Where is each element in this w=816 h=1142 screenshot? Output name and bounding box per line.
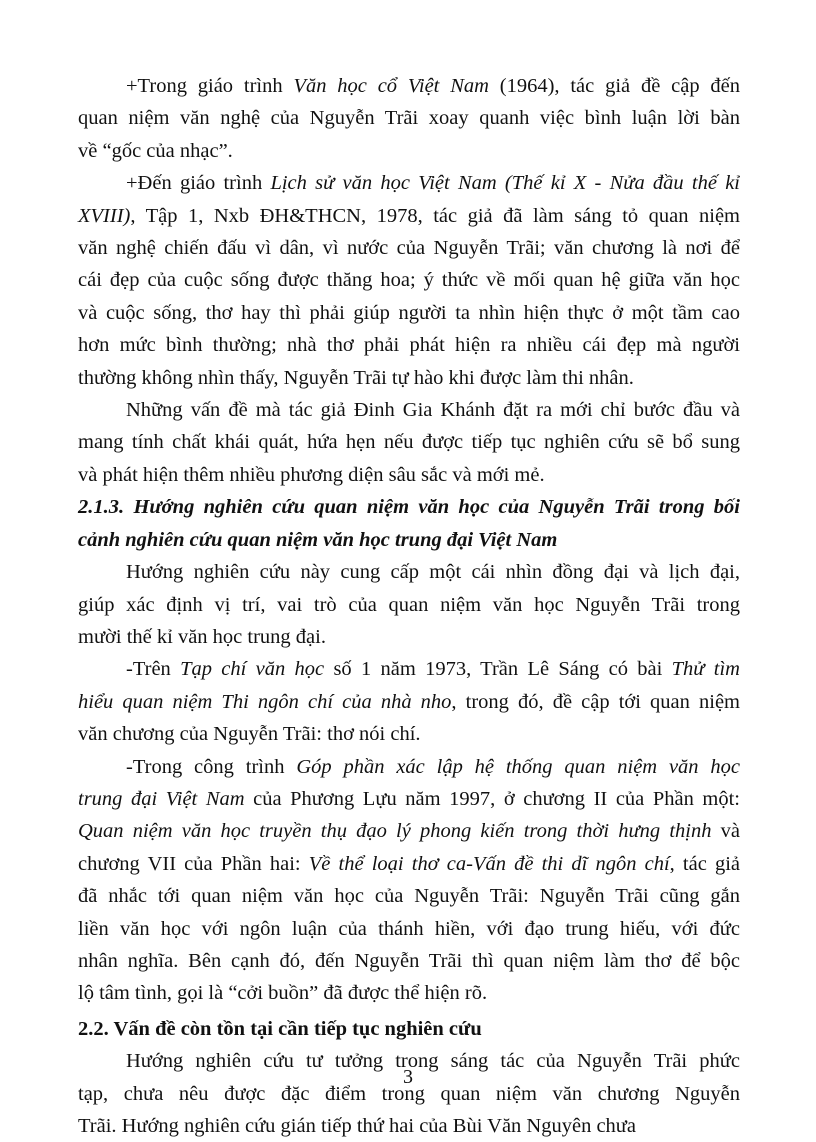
text-run: chương VII của Phần hai: [78,852,309,875]
intro-paragraphs [78,70,740,491]
text-line [78,977,740,1009]
text-line [78,945,740,977]
text-run: Hướng nghiên cứu này cung cấp một cái nhìn đồng đại và lịch đại, [126,561,740,584]
text-run: đã nhắc tới quan niệm văn học của Nguyễn Trãi: Nguyễn Trãi cũng gắn [78,885,740,908]
heading-line: 2.1.3. Hướng nghiên cứu quan niệm văn học của Nguyễn Trãi trong bối [78,496,740,519]
text-line [78,783,740,815]
text-run: tạp, chưa nêu được đặc điểm trong quan niệm văn chương Nguyễn [78,1082,740,1105]
text-line [78,556,740,588]
italic-title-run: Văn học cổ Việt Nam [293,75,489,97]
italic-title-run: Về thể loại thơ ca-Vấn đề thi dĩ ngôn chí [308,852,670,875]
paragraph [78,556,740,653]
document-page [78,70,740,1142]
text-run: và phát hiện thêm nhiều phương diện sâu sắc và mới mẻ. [78,463,545,486]
text-run: về “gốc của nhạc”. [78,139,233,162]
text-line [78,362,740,394]
text-line [78,264,740,296]
text-run: thường không nhìn thấy, Nguyễn Trãi tự hào khi được làm thi nhân. [78,366,634,389]
section-2-2-paragraphs [78,1045,740,1142]
text-line [78,653,740,685]
text-line [78,329,740,361]
text-run: hơn mức bình thường; nhà thơ phải phát hiện ra nhiều cái đẹp mà người [78,334,740,357]
heading-line: cảnh nghiên cứu quan niệm văn học trung đại Việt Nam [78,528,558,551]
italic-title-run: Tạp chí văn học [180,658,325,681]
text-line [78,459,740,491]
heading-2-1-3 [78,491,740,556]
text-run: mang tính chất khái quát, hứa hẹn nếu được tiếp tục nghiên cứu sẽ bổ sung [78,431,740,454]
text-line [78,394,740,426]
paragraph [78,70,740,167]
italic-title-run: hiểu quan niệm Thi ngôn chí của nhà nho [78,690,452,713]
text-run: +Đến giáo trình [126,172,271,195]
italic-title-run: Lịch sử văn học Việt Nam (Thế kỉ X - Nửa đầu thế kỉ [270,172,740,195]
text-line [78,880,740,912]
text-line [78,200,740,232]
paragraph [78,167,740,394]
text-run: lộ tâm tình, gọi là “cởi buồn” đã được thể hiện rõ. [78,982,488,1005]
text-line [78,102,740,134]
heading-text: 2.2. Vấn đề còn tồn tại cần tiếp tục nghiên cứu [78,1017,482,1040]
section-2-1-3-paragraphs [78,556,740,1010]
text-line [78,1110,740,1142]
text-run: , trong đó, đề cập tới quan niệm [451,690,740,713]
text-run: (1964), tác giả đề cập đến [488,75,740,97]
text-run: văn chương của Nguyễn Trãi: thơ nói chí. [78,723,421,746]
text-run: giúp xác định vị trí, vai trò của quan niệm văn học Nguyễn Trãi trong [78,593,740,616]
text-run: , tác giả [669,852,740,875]
italic-title-run: trung đại Việt Nam [78,787,245,810]
page-number: 3 [403,1066,413,1088]
italic-title-run: Quan niệm văn học truyền thụ đạo lý phong kiến trong thời hưng thịnh [78,820,712,843]
text-run: của Phương Lựu năm 1997, ở chương II của Phần một: [244,787,740,810]
text-run: cái đẹp của cuộc sống được thăng hoa; ý thức về mối quan hệ giữa văn học [78,269,740,292]
paragraph [78,751,740,1010]
text-line [78,426,740,458]
text-run: văn nghệ chiến đấu vì dân, vì nước của Nguyễn Trãi; văn chương là nơi để [78,237,740,260]
paragraph [78,653,740,750]
heading-2-2 [78,1013,740,1045]
text-line [78,167,740,199]
text-line [78,815,740,847]
text-line [78,686,740,718]
paragraph [78,394,740,491]
italic-title-run: Thử tìm [671,658,740,681]
text-run: mười thế kỉ văn học trung đại. [78,625,326,648]
text-run: nhân nghĩa. Bên cạnh đó, đến Nguyễn Trãi thì quan niệm làm thơ để bộc [78,949,740,972]
text-run: quan niệm văn nghệ của Nguyễn Trãi xoay quanh việc bình luận lời bàn [78,107,740,130]
text-run: +Trong giáo trình [126,75,294,97]
text-line [78,589,740,621]
text-line [78,621,740,653]
text-line [78,718,740,750]
text-line [78,135,740,167]
text-run: -Trên [126,658,181,681]
text-line [78,848,740,880]
italic-title-run: Góp phần xác lập hệ thống quan niệm văn học [296,755,740,778]
italic-title-run: XVIII) [78,204,131,227]
text-line [78,297,740,329]
text-run: số 1 năm 1973, Trần Lê Sáng có bài [324,658,672,681]
text-run: Những vấn đề mà tác giả Đinh Gia Khánh đặt ra mới chỉ bước đầu và [126,399,740,422]
text-line [78,913,740,945]
paragraph [78,1045,740,1142]
text-run: Hướng nghiên cứu tư tưởng trong sáng tác của Nguyễn Trãi phức [126,1050,740,1073]
text-line [78,751,740,783]
text-run: Trãi. Hướng nghiên cứu gián tiếp thứ hai của Bùi Văn Nguyên chưa [78,1115,637,1137]
text-run: -Trong công trình [126,755,297,778]
text-line [78,232,740,264]
text-run: liền văn học với ngôn luận của thánh hiền, với đạo trung hiếu, với đức [78,917,740,940]
text-run: và [711,820,740,843]
text-run: , Tập 1, Nxb ĐH&THCN, 1978, tác giả đã làm sáng tỏ quan niệm [130,204,740,227]
text-run: và cuộc sống, thơ hay thì phải giúp người ta nhìn hiện thực ở một tầm cao [78,301,740,324]
text-line [78,70,740,102]
